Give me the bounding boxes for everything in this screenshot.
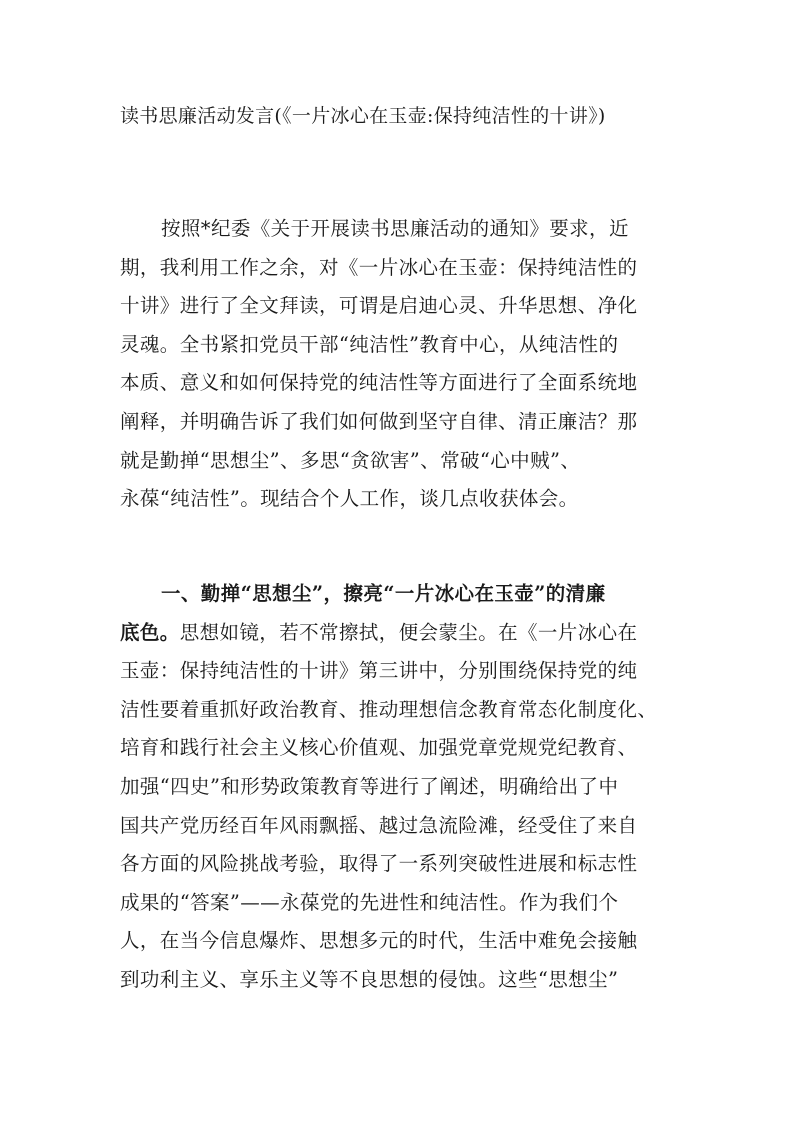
text-line: 玉壶：保持纯洁性的十讲》第三讲中，分别围绕保持党的纯 [120,659,638,683]
text-line: 就是勤掸“思想尘”、多思“贪欲害”、常破“心中贼”、 [120,448,581,472]
document-title: 读书思廉活动发言(《一片冰心在玉壶:保持纯洁性的十讲》) [120,105,606,127]
text-line: 洁性要着重抓好政治教育、推动理想信念教育常态化制度化、 [120,697,658,721]
text-line: 永葆“纯洁性”。现结合个人工作，谈几点收获体会。 [120,487,579,511]
text-line: 灵魂。全书紧扣党员干部“纯洁性”教育中心，从纯洁性的 [120,332,619,356]
text-line: 期，我利用工作之余，对《一片冰心在玉壶：保持纯洁性的 [120,255,638,279]
section-heading-end: 底色。 [120,620,180,644]
text-line: 到功利主义、享乐主义等不良思想的侵蚀。这些“思想尘” [120,967,619,991]
text-line: 本质、意义和如何保持党的纯洁性等方面进行了全面系统地 [120,371,638,395]
text-line-rest: 思想如镜，若不常擦拭，便会蒙尘。在《一片冰心在 [179,620,638,644]
text-line [120,614,676,653]
text-line: 十讲》进行了全文拜读，可谓是启迪心灵、升华思想、净化 [120,294,638,318]
paragraph-section-one [120,575,676,1000]
text-line: 各方面的风险挑战考验，取得了一系列突破性进展和标志性 [120,852,638,876]
section-heading: 一、勤掸“思想尘”，擦亮“一片冰心在玉壶”的清廉 [161,582,606,605]
text-line: 人，在当今信息爆炸、思想多元的时代，生活中难免会接触 [120,929,638,953]
text-line: 按照*纪委《关于开展读书思廉活动的通知》要求，近 [161,217,629,240]
text-line: 加强“四史”和形势政策教育等进行了阐述，明确给出了中 [120,774,619,798]
text-line: 阐释，并明确告诉了我们如何做到坚守自律、清正廉洁？那 [120,409,638,433]
text-line: 国共产党历经百年风雨飘摇、越过急流险滩，经受住了来自 [120,813,638,837]
paragraph-intro [120,210,676,519]
text-line: 培育和践行社会主义核心价值观、加强党章党规党纪教育、 [120,736,638,760]
text-line: 成果的“答案”——永葆党的先进性和纯洁性。作为我们个 [120,890,619,914]
